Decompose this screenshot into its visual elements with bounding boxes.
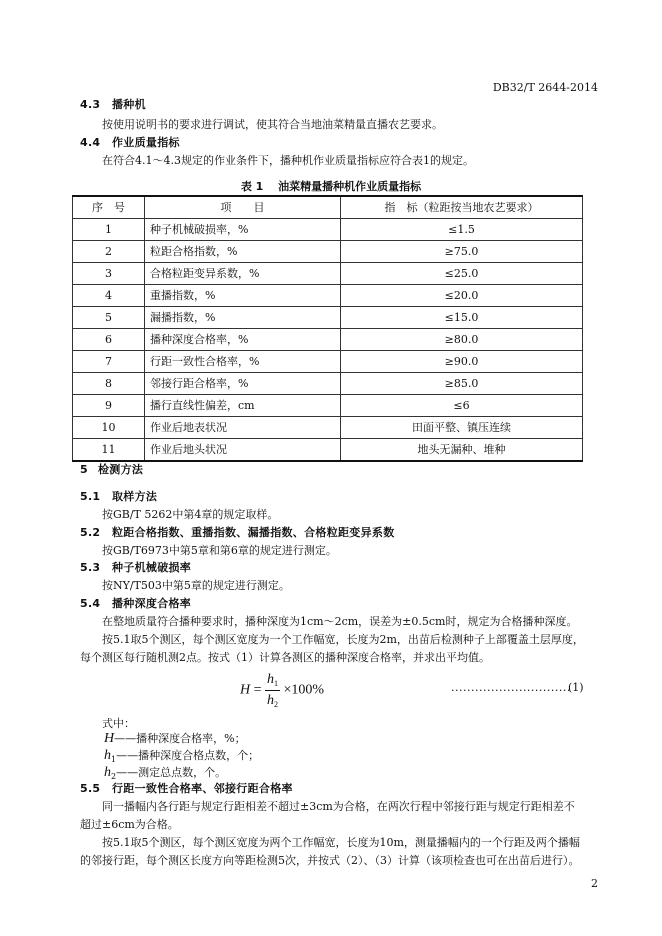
row-value: ≤20.0: [341, 285, 583, 307]
header-index: 指 标（粒距按当地农艺要求）: [341, 196, 583, 219]
table-row: [73, 395, 583, 417]
section-title: 行距一致性合格率、邻接行距合格率: [112, 782, 293, 795]
formula-1: [240, 670, 324, 710]
section-5-3-text: 按NY/T503中第5章的规定进行测定。: [102, 579, 290, 592]
numerator-subscript: 1: [274, 679, 279, 688]
page-number: 2: [591, 877, 598, 890]
section-title: 取样方法: [112, 490, 158, 503]
section-number: 4.4: [80, 136, 101, 149]
section-5-1-heading: [80, 489, 157, 504]
table-row: [73, 373, 583, 395]
row-seq: 1: [73, 219, 145, 241]
denominator-subscript: 2: [274, 699, 279, 709]
section-number: 4.3: [80, 98, 101, 111]
section-number: 5.4: [80, 597, 101, 610]
numerator-variable: h: [267, 672, 275, 687]
formula-equals: =: [253, 682, 262, 698]
section-number: 5.5: [80, 782, 101, 795]
section-title: 检测方法: [98, 463, 144, 476]
row-item: 漏播指数，%: [145, 307, 341, 329]
section-4-3-text: 按使用说明书的要求进行调试，使其符合当地油菜精量直播农艺要求。: [102, 118, 443, 131]
table-row: [73, 329, 583, 351]
section-5-4-paragraph-1: 在整地质量符合播种要求时，播种深度为1cm～2cm，误差为±0.5cm时，规定为合格播种深度。: [102, 615, 578, 628]
section-5-2-heading: [80, 525, 395, 540]
row-item: 重播指数，%: [145, 285, 341, 307]
formula-lhs: H: [240, 682, 251, 698]
row-value: ≥85.0: [341, 373, 583, 395]
row-seq: 7: [73, 351, 145, 373]
section-5-4-paragraph-2-line-1: 按5.1取5个测区，每个测区宽度为一个工作幅宽，长度为2m，出苗后检测种子上部覆盖土层厚度，: [102, 633, 584, 646]
section-5-5-paragraph-1-line-2: 超过±6cm为合格。: [80, 818, 179, 831]
section-5-1-text: 按GB/T 5262中第4章的规定取样。: [102, 508, 279, 521]
row-seq: 3: [73, 263, 145, 285]
row-value: ≤25.0: [341, 263, 583, 285]
where-symbol: H: [104, 731, 115, 746]
where-subscript: 1: [111, 755, 117, 764]
section-title: 作业质量指标: [112, 136, 180, 149]
section-4-3-heading: [80, 97, 146, 112]
table-row: [73, 219, 583, 241]
row-item: 邻接行距合格率，%: [145, 373, 341, 395]
formula-numerator: [265, 670, 280, 691]
table-row: [73, 263, 583, 285]
row-seq: 2: [73, 241, 145, 263]
section-5-4-paragraph-2-line-2: 每个测区每行随机测2点。按式（1）计算各测区的播种深度合格率，并求出平均值。: [80, 651, 490, 664]
header-seq: 序 号: [73, 196, 145, 219]
section-5-5-paragraph-2-line-1: 按5.1取5个测区，每个测区宽度为两个工作幅宽，长度为10m，测量播幅内的一个行距及两个播幅: [102, 836, 580, 849]
row-seq: 9: [73, 395, 145, 417]
section-5-5-heading: [80, 781, 293, 796]
where-item: [104, 763, 226, 783]
table-row: [73, 417, 583, 439]
section-number: 5: [80, 463, 88, 476]
header-item: 项 目: [145, 196, 341, 219]
where-intro: 式中：: [102, 717, 135, 730]
row-seq: 8: [73, 373, 145, 395]
row-value: ≥75.0: [341, 241, 583, 263]
formula-equation-number: (1): [568, 681, 584, 694]
row-value: 地头无漏种、堆种: [341, 439, 583, 462]
section-4-4-heading: [80, 135, 180, 150]
row-item: 种子机械破损率，%: [145, 219, 341, 241]
section-number: 5.1: [80, 490, 101, 503]
denominator-variable: h: [267, 692, 275, 708]
table-row: [73, 307, 583, 329]
where-description: ——播种深度合格率，%；: [114, 732, 246, 745]
formula-fraction: [265, 670, 280, 710]
table-row: [73, 351, 583, 373]
section-4-4-text: 在符合4.1～4.3规定的作业条件下，播种机作业质量指标应符合表1的规定。: [102, 154, 474, 167]
table-caption: 表 1 油菜精量播种机作业质量指标: [240, 180, 422, 193]
row-seq: 11: [73, 439, 145, 462]
row-value: ≤15.0: [341, 307, 583, 329]
where-description: ——测定总点数，个。: [116, 766, 227, 779]
section-5-2-text: 按GB/T6973中第5章和第6章的规定进行测定。: [102, 544, 337, 557]
row-value: ≤1.5: [341, 219, 583, 241]
row-item: 播种深度合格率，%: [145, 329, 341, 351]
quality-index-table: [72, 195, 583, 462]
section-5-4-heading: [80, 596, 191, 611]
section-title: 播种深度合格率: [112, 597, 192, 610]
section-5-5-paragraph-1-line-1: 同一播幅内各行距与规定行距相差不超过±3cm为合格，在两次行程中邻接行距与规定行距相差不: [102, 800, 575, 813]
row-item: 行距一致性合格率，%: [145, 351, 341, 373]
row-item: 作业后地头状况: [145, 439, 341, 462]
section-number: 5.3: [80, 561, 101, 574]
table-row: [73, 241, 583, 263]
row-seq: 10: [73, 417, 145, 439]
row-value: ≥80.0: [341, 329, 583, 351]
section-title: 种子机械破损率: [112, 561, 192, 574]
where-subscript: 2: [111, 772, 117, 781]
formula-multiplier: ×100%: [283, 682, 325, 698]
row-item: 粒距合格指数，%: [145, 241, 341, 263]
table-row: [73, 439, 583, 462]
where-symbol: h: [104, 765, 111, 780]
section-5-3-heading: [80, 560, 191, 575]
table-row: [73, 285, 583, 307]
standard-code: DB32/T 2644-2014: [492, 81, 598, 94]
where-description: ——播种深度合格点数，个；: [116, 749, 260, 762]
formula-denominator: [265, 691, 280, 711]
section-title: 粒距合格指数、重播指数、漏播指数、合格粒距变异系数: [112, 526, 395, 539]
where-symbol: h: [104, 748, 111, 763]
section-number: 5.2: [80, 526, 101, 539]
table-header-row: [73, 196, 583, 219]
section-title: 播种机: [112, 98, 146, 111]
row-value: ≤6: [341, 395, 583, 417]
row-seq: 4: [73, 285, 145, 307]
row-value: ≥90.0: [341, 351, 583, 373]
row-item: 播行直线性偏差，cm: [145, 395, 341, 417]
row-seq: 5: [73, 307, 145, 329]
section-5-heading: [80, 462, 143, 477]
row-item: 作业后地表状况: [145, 417, 341, 439]
row-value: 田面平整、镇压连续: [341, 417, 583, 439]
section-5-5-paragraph-2-line-2: 的邻接行距，每个测区长度方向等距检测5次，并按式（2）、（3）计算（该项检查也可在出苗后进行）。: [80, 854, 580, 867]
formula-leader-dots: ..............................: [451, 681, 571, 694]
row-seq: 6: [73, 329, 145, 351]
row-item: 合格粒距变异系数，%: [145, 263, 341, 285]
